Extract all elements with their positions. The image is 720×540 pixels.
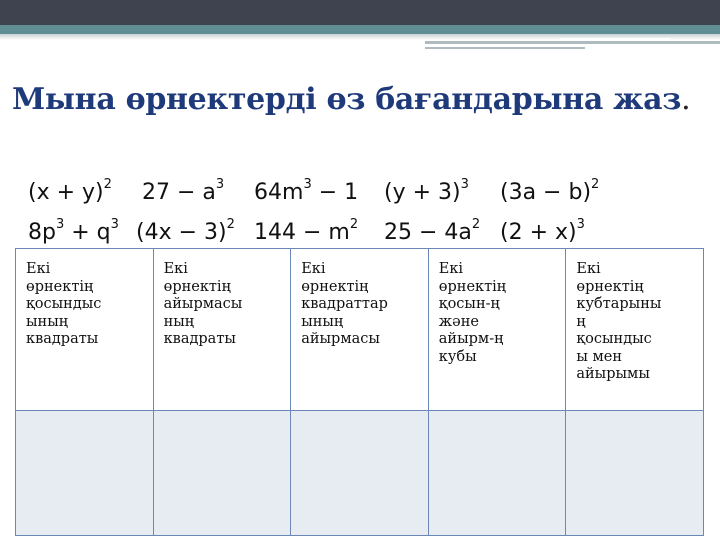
answer-cell[interactable] [16, 411, 154, 536]
accent-line-1 [425, 41, 720, 44]
header-cell-square-of-sum: Екі өрнектің қосындыс ының квадраты [16, 249, 154, 411]
header-cell-square-of-difference: Екі өрнектің айырмасы ның квадраты [153, 249, 291, 411]
expression: $(x + y)^2$ [28, 177, 112, 205]
expression: $64m^3 - 1$ [254, 177, 359, 205]
accent-line-2 [425, 47, 585, 49]
header-cell-difference-of-squares: Екі өрнектің квадраттар ының айырмасы [291, 249, 429, 411]
title-punct: . [681, 82, 691, 117]
expression: $25 - 4a^2$ [384, 217, 481, 245]
expression: $144 - m^2$ [254, 217, 359, 245]
page-title [12, 82, 690, 117]
header-teal-bar [0, 25, 720, 34]
expression: $(2 + x)^3$ [500, 217, 585, 245]
answer-cell[interactable] [566, 411, 704, 536]
answer-cell[interactable] [428, 411, 566, 536]
expression: $(y + 3)^3$ [384, 177, 469, 205]
accent-white-strip [560, 38, 670, 40]
answer-cell[interactable] [153, 411, 291, 536]
title-text: Мына өрнектерді өз бағандарына жаз [12, 82, 682, 117]
expression: $(4x - 3)^2$ [136, 217, 235, 245]
header-cell-sum-difference-of-cubes: Екі өрнектің кубтарыны ң қосындыс ы мен айырымы [566, 249, 704, 411]
expression: $(3a - b)^2$ [500, 177, 600, 205]
expression: $27 - a^3$ [142, 177, 225, 205]
table-header-row [16, 249, 704, 411]
table-answer-row [16, 411, 704, 536]
header-dark-bar [0, 0, 720, 25]
classification-table [15, 248, 704, 536]
header-cell-cube-of-sum-difference: Екі өрнектің қосын-ң және айырм-ң кубы [428, 249, 566, 411]
answer-cell[interactable] [291, 411, 429, 536]
expression: $8p^3 + q^3$ [28, 217, 119, 245]
